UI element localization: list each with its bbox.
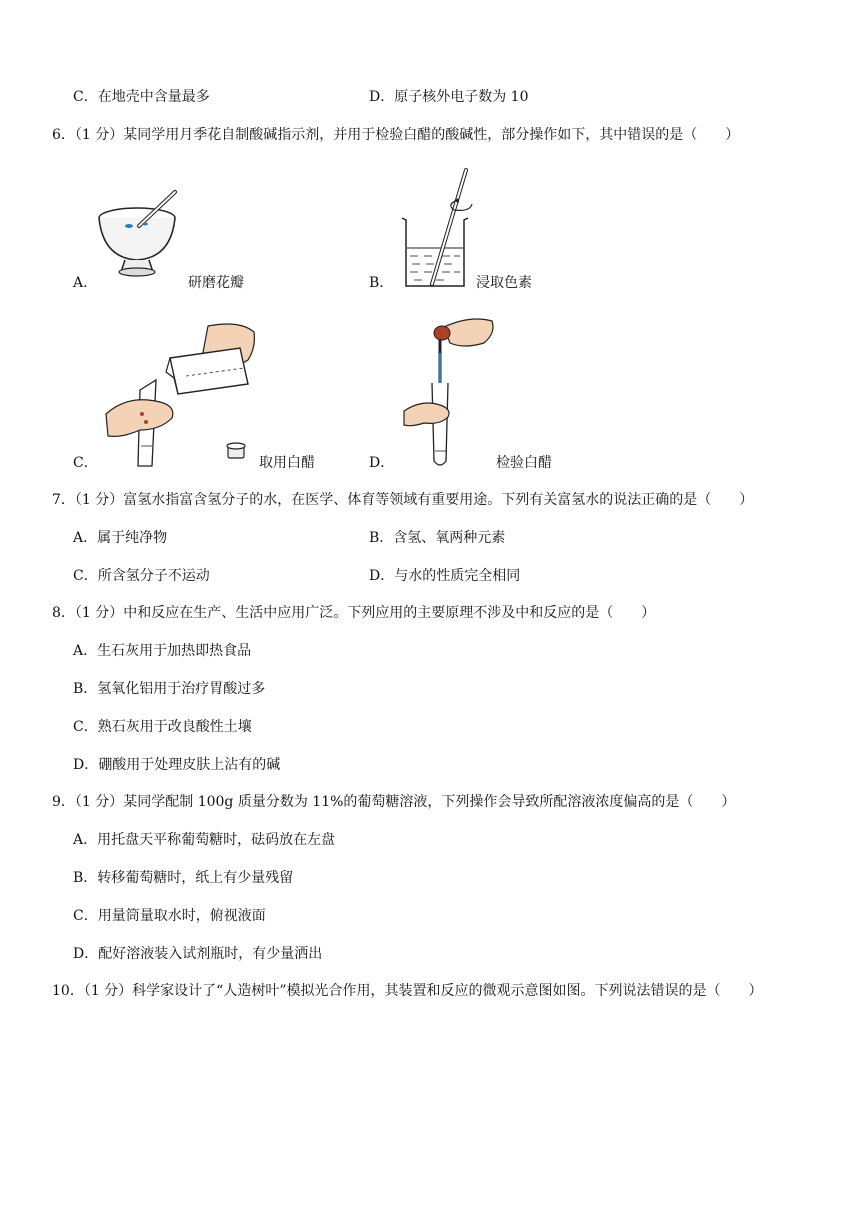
q6-option-d-caption: 检验白醋	[496, 455, 552, 471]
q6-stem: 6．（1 分）某同学用月季花自制酸碱指示剂，并用于检验白醋的酸碱性，部分操作如下，其中错误的是（ ）	[52, 127, 740, 143]
q8-option-d: D．硼酸用于处理皮肤上沾有的碱	[73, 757, 281, 773]
q9-stem: 9．（1 分）某同学配制 100g 质量分数为 11%的葡萄糖溶液，下列操作会导致所配溶液浓度偏高的是（ ）	[52, 794, 736, 810]
q9-option-c: C．用量筒量取水时，俯视液面	[73, 908, 266, 924]
q9-option-d: D．配好溶液装入试剂瓶时，有少量洒出	[73, 946, 323, 962]
q9-option-b: B．转移葡萄糖时，纸上有少量残留	[73, 870, 294, 886]
q10-stem: 10．（1 分）科学家设计了“人造树叶”模拟光合作用，其装置和反应的微观示意图如图。下列说法错误的是（ ）	[52, 983, 763, 999]
q6-option-a-caption: 研磨花瓣	[188, 275, 244, 291]
q6-option-c-caption: 取用白醋	[259, 455, 315, 471]
mortar-pestle-figure	[95, 188, 190, 280]
q8-stem: 8．（1 分）中和反应在生产、生活中应用广泛。下列应用的主要原理不涉及中和反应的是（ ）	[52, 605, 656, 621]
q9-option-a: A．用托盘天平称葡萄糖时，砝码放在左盘	[73, 832, 336, 848]
q6-option-b-caption: 浸取色素	[476, 275, 532, 291]
pour-vinegar-figure	[100, 318, 260, 468]
q7-stem: 7．（1 分）富氢水指富含氢分子的水，在医学、体育等领域有重要用途。下列有关富氢水的说法正确的是（ ）	[52, 492, 754, 508]
q7-option-c: C．所含氢分子不运动	[73, 568, 210, 584]
dropper-test-tube-figure	[400, 313, 510, 473]
q8-option-c: C．熟石灰用于改良酸性土壤	[73, 719, 252, 735]
q8-option-a: A．生石灰用于加热即热食品	[73, 643, 252, 659]
q5-option-d: D．原子核外电子数为 10	[369, 89, 529, 105]
beaker-stirring-figure	[398, 168, 478, 288]
q7-option-a: A．属于纯净物	[73, 530, 168, 546]
q6-option-a-letter: A．	[73, 275, 98, 291]
q5-option-c: C．在地壳中含量最多	[73, 89, 210, 105]
q6-option-d-letter: D．	[369, 455, 395, 471]
q7-option-b: B．含氢、氧两种元素	[369, 530, 506, 546]
q6-option-c-letter: C．	[73, 455, 98, 471]
q6-option-b-letter: B．	[369, 275, 394, 291]
q7-option-d: D．与水的性质完全相同	[369, 568, 521, 584]
q8-option-b: B．氢氧化铝用于治疗胃酸过多	[73, 681, 266, 697]
